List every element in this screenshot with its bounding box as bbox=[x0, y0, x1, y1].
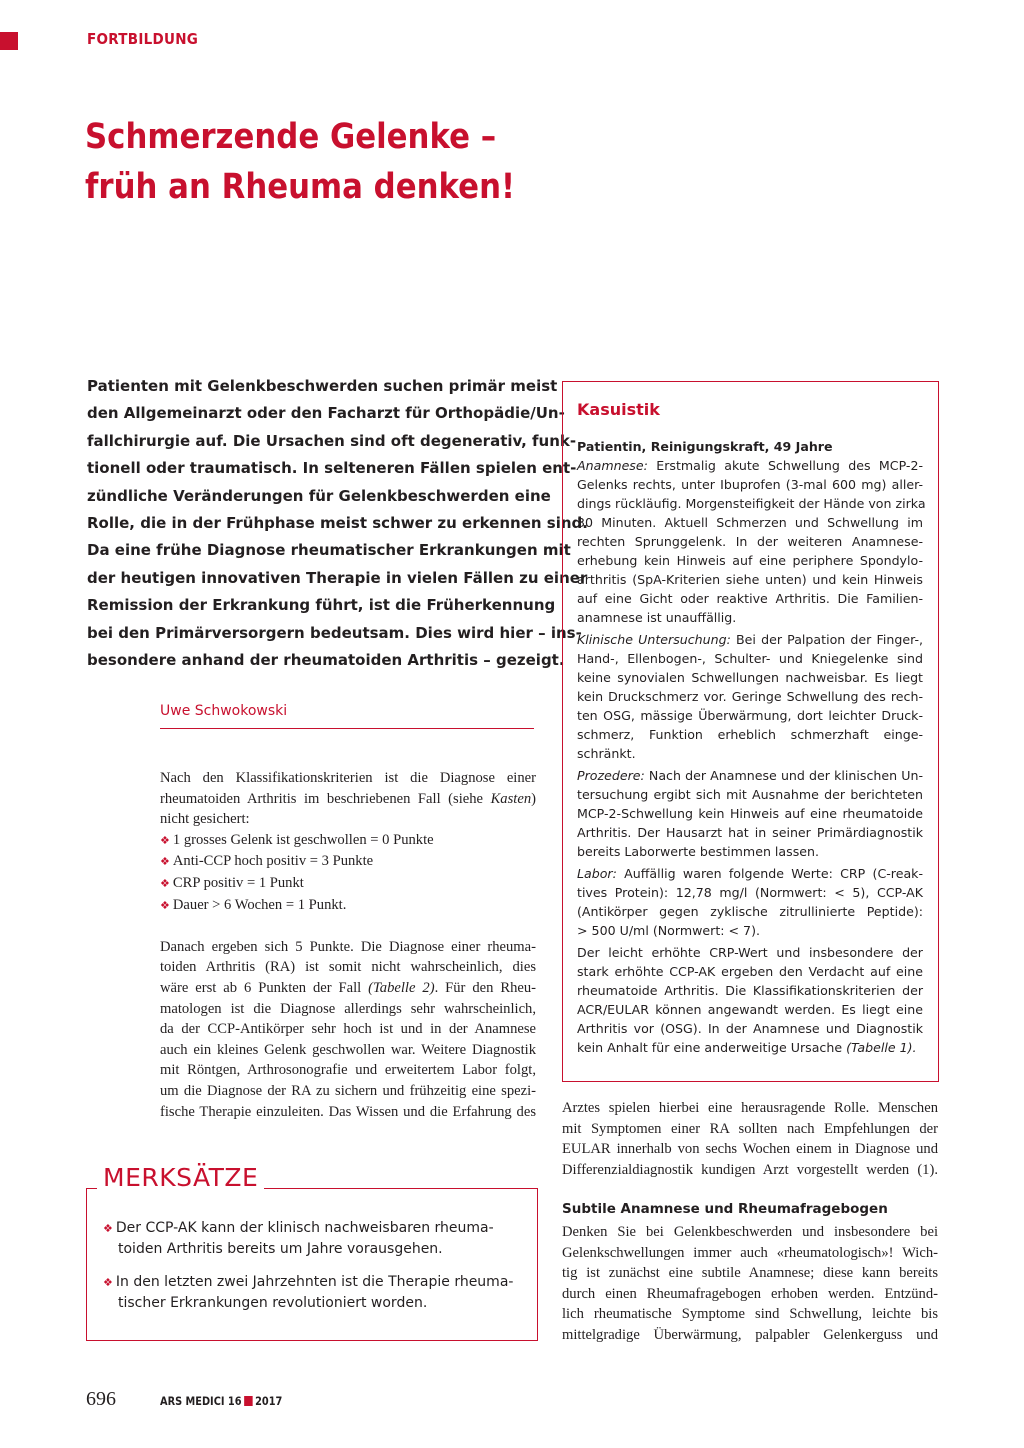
body-line: Denken Sie bei Gelenkbeschwerden und insbesondere bei bbox=[562, 1224, 938, 1240]
case-line: kein Druckschmerz vor. Geringe Schwellung des rech- bbox=[577, 689, 923, 704]
case-line: dings rückläufig. Morgensteifigkeit der Hände von zirka bbox=[577, 496, 926, 511]
case-line: > 500 U/ml (Normwert: < 7). bbox=[577, 923, 760, 938]
case-line: stark erhöhte CCP-AK ergeben den Verdacht auf eine bbox=[577, 964, 923, 979]
red-diamond-cluster-icon: ❖ bbox=[160, 856, 170, 869]
lead-paragraph bbox=[87, 373, 588, 674]
lead-line: Remission der Erkrankung führt, ist die Früherkennung bbox=[87, 596, 556, 615]
body-line: durch einen Rheumafragebogen erhoben werden. Entzünd- bbox=[562, 1285, 938, 1302]
body-line: mittelgradige Überwärmung, palpabler Gelenkerguss und bbox=[562, 1326, 938, 1343]
body-line: um die Diagnose der RA zu sichern und frühzeitig eine spezi- bbox=[160, 1082, 536, 1099]
red-diamond-cluster-icon: ❖ bbox=[160, 899, 170, 912]
red-diamond-cluster-icon: ❖ bbox=[103, 1276, 113, 1289]
body-line: Differenzialdiagnostik kundigen Arzt vorgestellt werden (1). bbox=[562, 1161, 938, 1178]
case-line: schmerz, Funktion erheblich schmerzhaft einge- bbox=[577, 727, 923, 742]
case-line: rechten Sprunggelenk. In der weiteren Anamnese- bbox=[577, 534, 923, 549]
red-diamond-cluster-icon: ❖ bbox=[160, 877, 170, 890]
case-line: Labor: Auffällig waren folgende Werte: CRP (C-reak- bbox=[577, 866, 923, 881]
lead-line: fallchirurgie auf. Die Ursachen sind oft degenerativ, funk- bbox=[87, 431, 577, 450]
body-line: lich rheumatische Symptome sind Schwellung, leichte bis bbox=[562, 1306, 938, 1323]
journal-year: 2017 bbox=[255, 1394, 283, 1408]
list-item: ❖ CRP positiv = 1 Punkt bbox=[160, 874, 304, 891]
case-line: auf eine Gicht oder reaktive Arthritis. Die Familien- bbox=[577, 591, 923, 606]
title-line-1: Schmerzende Gelenke – bbox=[85, 117, 497, 157]
red-diamond-cluster-icon: ❖ bbox=[160, 834, 170, 847]
case-line: 30 Minuten. Aktuell Schmerzen und Schwellung im bbox=[577, 515, 923, 530]
article-title bbox=[85, 112, 515, 212]
body-line: Nach den Klassifikationskriterien ist die Diagnose einer bbox=[160, 770, 536, 786]
lead-line: Da eine frühe Diagnose rheumatischer Erkrankungen mit bbox=[87, 541, 571, 560]
lead-line: bei den Primärversorgern bedeutsam. Dies wird hier – ins- bbox=[87, 623, 582, 642]
case-report-title: Kasuistik bbox=[577, 400, 660, 419]
case-line: schränkt. bbox=[577, 746, 636, 761]
list-item: ❖ Dauer > 6 Wochen = 1 Punkt. bbox=[160, 896, 347, 913]
journal-footer bbox=[160, 1394, 282, 1408]
lead-line: tionell oder traumatisch. In selteneren Fällen spielen ent- bbox=[87, 459, 577, 478]
body-line: EULAR innerhalb von sechs Wochen einem in Diagnose und bbox=[562, 1141, 938, 1158]
lead-line: zündliche Veränderungen für Gelenkbeschwerden eine bbox=[87, 486, 551, 505]
body-line: auch ein kleines Gelenk geschwollen war. Weitere Diagnostik bbox=[160, 1041, 536, 1058]
lead-line: Patienten mit Gelenkbeschwerden suchen primär meist bbox=[87, 377, 558, 395]
body-line: matologen ist die Diagnose allerdings sehr wahrscheinlich, bbox=[160, 1000, 536, 1017]
case-line: tives Protein): 12,78 mg/l (Normwert: < 5), CCP-AK bbox=[577, 885, 923, 900]
section-label: FORTBILDUNG bbox=[87, 30, 199, 48]
body-line: rheumatoiden Arthritis im beschriebenen Fall (siehe Kasten) bbox=[160, 790, 536, 807]
journal-square-icon bbox=[244, 1396, 253, 1406]
key-points-title: MERKSÄTZE bbox=[97, 1163, 264, 1192]
title-line-2: früh an Rheuma denken! bbox=[85, 167, 516, 207]
case-line: MCP-2-Schwellung kein Hinweis auf eine rheumatoide bbox=[577, 806, 923, 821]
key-points-list bbox=[103, 1218, 523, 1326]
body-line: mit Röntgen, Arthrosonografie und erweitertem Labor folgt, bbox=[160, 1062, 536, 1079]
case-line: (Antikörper gegen zyklische zitrullinierte Peptide): bbox=[577, 904, 923, 919]
journal-name: ARS MEDICI 16 bbox=[160, 1394, 242, 1408]
body-column-right bbox=[562, 1098, 938, 1180]
list-item: ❖ Anti-CCP hoch positiv = 3 Punkte bbox=[160, 853, 374, 870]
case-line: rheumatoide Arthritis. Die Klassifikationskriterien der bbox=[577, 983, 923, 998]
page-number: 696 bbox=[86, 1388, 116, 1410]
body-line: wäre erst ab 6 Punkten der Fall (Tabelle 2). Für den Rheu- bbox=[160, 979, 537, 996]
case-patient: Patientin, Reinigungskraft, 49 Jahre bbox=[577, 439, 833, 454]
case-line: Anamnese: Erstmalig akute Schwellung des MCP-2- bbox=[577, 458, 923, 473]
body-line: nicht gesichert: bbox=[160, 811, 250, 828]
author-name: Uwe Schwokowski bbox=[160, 703, 288, 719]
case-report-body bbox=[577, 437, 926, 1057]
case-line: ten OSG, mässige Überwärmung, dort leichter Druck- bbox=[577, 708, 923, 723]
case-line: Arthritis. Der Hausarzt hat in seiner Primärdiagnostik bbox=[577, 825, 923, 840]
body-line: fische Therapie einzuleiten. Das Wissen und die Erfahrung des bbox=[160, 1103, 536, 1120]
lead-line: Rolle, die in der Frühphase meist schwer zu erkennen sind. bbox=[87, 514, 588, 533]
case-line: bereits Laborwerte bestimmen lassen. bbox=[577, 844, 819, 859]
lead-line: der heutigen innovativen Therapie in vielen Fällen zu einer bbox=[87, 568, 588, 587]
body-line: da der CCP-Antikörper sehr hoch ist und in der Anamnese bbox=[160, 1021, 536, 1038]
case-line: keine synovialen Schwellungen nachweisbar. Es liegt bbox=[577, 670, 923, 685]
body-line: mit Symptomen einer RA sollten nach Empfehlungen der bbox=[562, 1120, 938, 1137]
list-item: ❖ Der CCP-AK kann der klinisch nachweisbaren rheuma- toiden Arthritis bereits um Jahre vorausgehen. bbox=[103, 1220, 494, 1257]
body-line: Gelenkschwellungen immer auch «rheumatologisch»! Wich- bbox=[562, 1244, 938, 1261]
author-divider bbox=[160, 728, 534, 729]
body-line: tig ist zunächst eine subtile Anamnese; diese kann bereits bbox=[562, 1265, 938, 1282]
lead-line: besondere anhand der rheumatoiden Arthritis – gezeigt. bbox=[87, 651, 565, 670]
section-subheading: Subtile Anamnese und Rheumafragebogen bbox=[562, 1201, 888, 1217]
case-line: Hand-, Ellenbogen-, Schulter- und Kniegelenke sind bbox=[577, 651, 923, 666]
case-line: kein Anhalt für eine anderweitige Ursache (Tabelle 1). bbox=[577, 1040, 917, 1055]
body-line: Arztes spielen hierbei eine herausragende Rolle. Menschen bbox=[562, 1100, 938, 1116]
body-column-right-continued bbox=[562, 1222, 938, 1346]
case-line: erhebung kein Hinweis auf eine periphere Spondylo- bbox=[577, 553, 923, 568]
case-line: anamnese ist unauffällig. bbox=[577, 610, 737, 625]
section-corner-marker bbox=[0, 32, 18, 50]
list-item: ❖ In den letzten zwei Jahrzehnten ist die Therapie rheuma- tischer Erkrankungen revolutioniert worden. bbox=[103, 1274, 514, 1311]
case-line: arthritis (SpA-Kriterien siehe unten) und kein Hinweis bbox=[577, 572, 923, 587]
criteria-list bbox=[160, 830, 536, 916]
case-line: Gelenks rechts, unter Ibuprofen (3-mal 600 mg) aller- bbox=[577, 477, 923, 492]
body-line: Danach ergeben sich 5 Punkte. Die Diagnose einer rheuma- bbox=[160, 938, 536, 955]
case-line: Klinische Untersuchung: Bei der Palpation der Finger-, bbox=[577, 632, 923, 647]
case-line: Arthritis vor (OSG). In der Anamnese und Diagnostik bbox=[577, 1021, 923, 1036]
body-column-left bbox=[160, 768, 536, 1122]
red-diamond-cluster-icon: ❖ bbox=[103, 1222, 113, 1235]
lead-line: den Allgemeinarzt oder den Facharzt für Orthopädie/Un- bbox=[87, 404, 565, 423]
body-line: toiden Arthritis (RA) ist somit nicht wahrscheinlich, dies bbox=[160, 959, 536, 976]
case-line: ACR/EULAR können angewandt werden. Es liegt eine bbox=[577, 1002, 923, 1017]
list-item: ❖ 1 grosses Gelenk ist geschwollen = 0 Punkte bbox=[160, 831, 434, 848]
case-line: Prozedere: Nach der Anamnese und der klinischen Un- bbox=[577, 768, 923, 783]
case-line: tersuchung ergibt sich mit Ausnahme der berichteten bbox=[577, 787, 923, 802]
case-line: Der leicht erhöhte CRP-Wert und insbesondere der bbox=[577, 945, 923, 960]
